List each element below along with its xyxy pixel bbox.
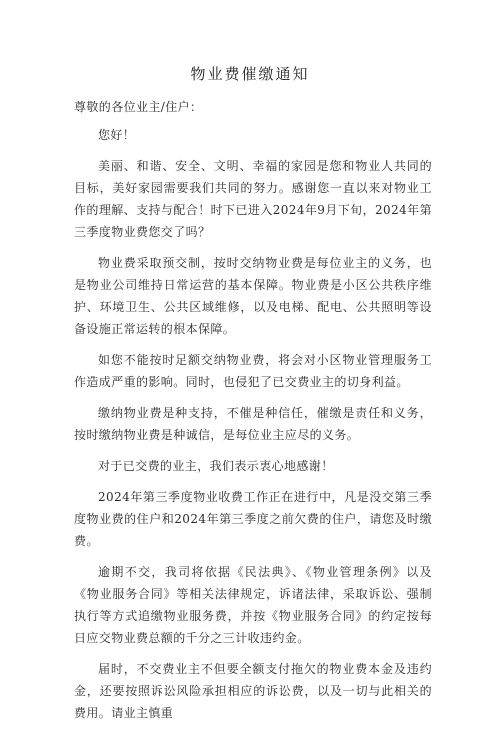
paragraph-1: 美丽、和谐、安全、文明、幸福的家园是您和物业人共同的目标，美好家园需要我们共同的努力。感谢您一直以来对物业工作的理解、支持与配合！时下已进入2024年9月下旬，2024年第三季度物业费您交了吗？	[74, 159, 432, 239]
paragraph-8: 届时，不交费业主不但要全额支付拖欠的物业费本金及违约金，还要按照诉讼风险承担相应的诉讼费，以及一切与此相关的费用。请业主慎重	[74, 662, 432, 720]
document-body	[74, 96, 432, 733]
paragraph-7: 逾期不交，我司将依据《民法典》、《物业管理条例》以及《物业服务合同》等相关法律规定，诉诸法律，采取诉讼、强制执行等方式追缴物业服务费，并按《物业服务合同》的约定按每日应交物业费总额的千分之三计收违约金。	[74, 565, 432, 645]
paragraph-2: 物业费采取预交制，按时交纳物业费是每位业主的义务，也是物业公司维持日常运营的基本保障。物业费是小区公共秩序维护、环境卫生、公共区域维修，以及电梯、配电、公共照明等设备设施正常运转的根本保障。	[74, 256, 432, 336]
paragraph-5: 对于已交费的业主，我们表示衷心地感谢！	[98, 459, 334, 473]
paragraph-3: 如您不能按时足额交纳物业费，将会对小区物业管理服务工作造成严重的影响。同时，也侵犯了已交费业主的切身利益。	[74, 353, 432, 389]
paragraph-4: 缴纳物业费是种支持，不催是种信任，催缴是责任和义务，按时缴纳物业费是种诚信，是每位业主应尽的义务。	[74, 406, 432, 442]
salutation: 尊敬的各位业主/住户：	[74, 100, 203, 114]
greeting: 您好！	[98, 128, 136, 142]
document-title: 物业费催缴通知	[190, 65, 310, 83]
paragraph-6: 2024年第三季度物业收费工作正在进行中，凡是没交第三季度物业费的住户和2024年第三季度之前欠费的住户，请您及时缴费。	[74, 490, 432, 548]
